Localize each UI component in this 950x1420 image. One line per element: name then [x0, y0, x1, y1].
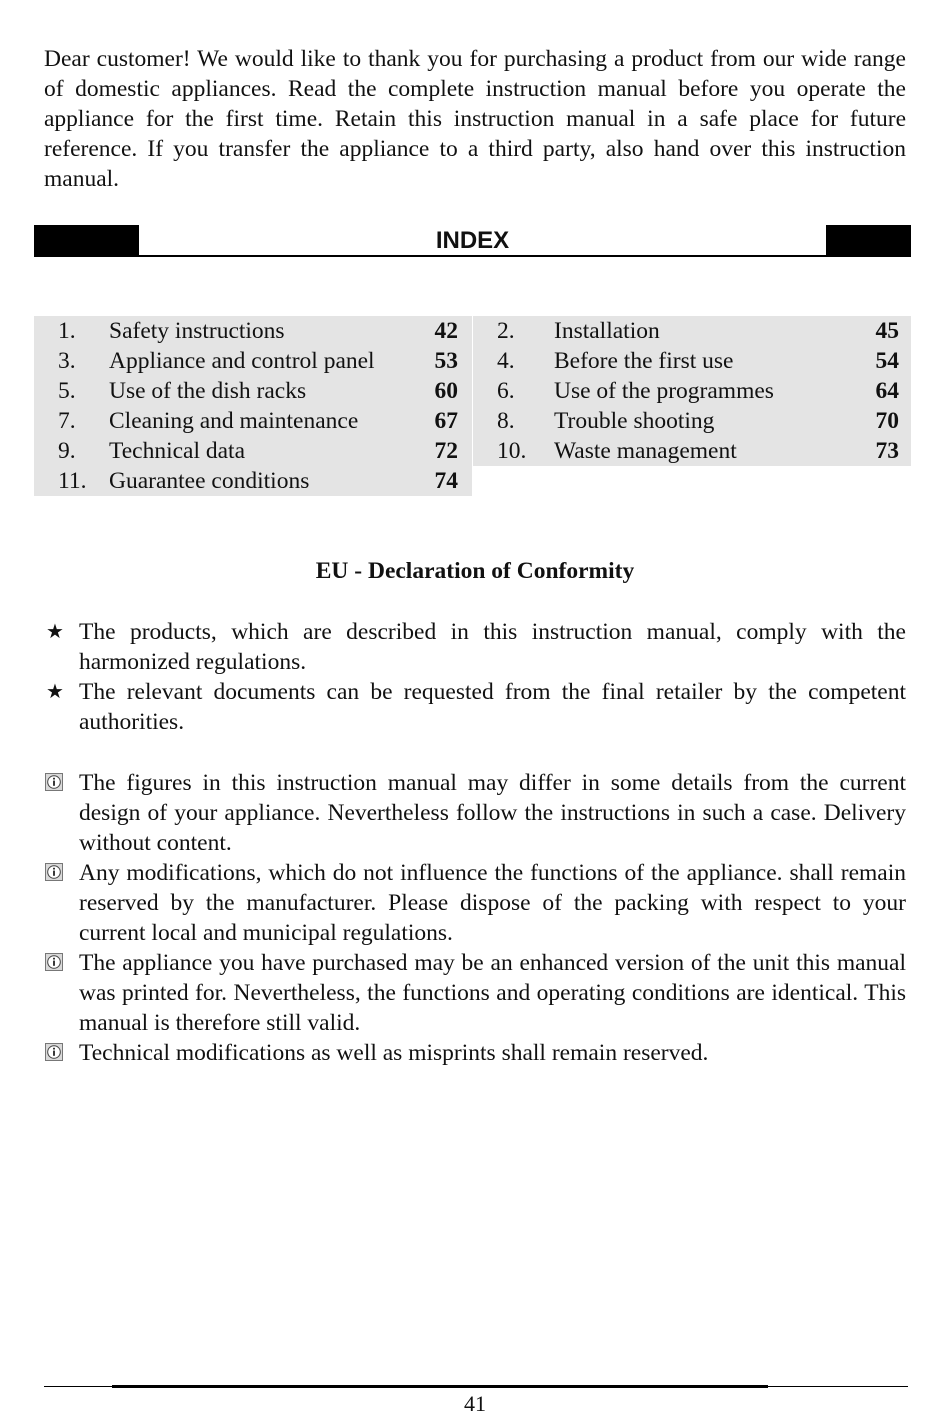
star-item-text: The products, which are described in this instruction manual, comply with the harmonized regulations.	[79, 619, 906, 675]
toc-page: 64	[875, 378, 899, 404]
toc-number: 7.	[58, 408, 76, 434]
list-item	[44, 858, 906, 948]
toc-number: 10.	[497, 438, 527, 464]
toc-label: Trouble shooting	[554, 408, 715, 434]
toc-row	[34, 466, 472, 496]
toc-page: 70	[875, 408, 899, 434]
toc-number: 1.	[58, 318, 76, 344]
toc-label: Before the first use	[554, 348, 734, 374]
toc-number: 11.	[58, 468, 87, 494]
toc-label: Installation	[554, 318, 660, 344]
list-item	[44, 768, 906, 858]
star-icon: ★	[46, 621, 64, 643]
toc-page: 73	[875, 438, 899, 464]
toc-page: 42	[434, 318, 458, 344]
page-number: 41	[464, 1391, 486, 1416]
toc-number: 2.	[497, 318, 515, 344]
list-item	[44, 617, 906, 677]
note-text: Any modifications, which do not influence the functions of the appliance. shall remain reserved by the manufacturer. Please dispose of the packing with respect to your current local and municipal regulations.	[79, 860, 906, 946]
info-icon	[45, 773, 63, 791]
star-icon: ★	[46, 681, 64, 703]
notes-list	[44, 768, 906, 1068]
toc-page: 60	[434, 378, 458, 404]
toc-page: 67	[434, 408, 458, 434]
declaration-title: EU - Declaration of Conformity	[315, 558, 635, 584]
index-header-bar	[34, 225, 911, 257]
info-icon	[45, 953, 63, 971]
info-icon	[45, 863, 63, 881]
note-text: Technical modifications as well as misprints shall remain reserved.	[79, 1040, 709, 1066]
list-item	[44, 948, 906, 1038]
toc-number: 4.	[497, 348, 515, 374]
toc-number: 5.	[58, 378, 76, 404]
toc-label: Cleaning and maintenance	[109, 408, 359, 434]
index-title: INDEX	[435, 227, 510, 254]
list-item	[44, 1038, 906, 1068]
info-icon	[45, 1043, 63, 1061]
toc-row	[473, 346, 911, 376]
toc-label: Safety instructions	[109, 318, 285, 344]
footer-rule	[44, 1386, 908, 1387]
toc-page: 54	[875, 348, 899, 374]
toc-row	[34, 436, 472, 466]
toc-label: Waste management	[554, 438, 737, 464]
toc-number: 3.	[58, 348, 76, 374]
toc-row	[34, 376, 472, 406]
note-text: The appliance you have purchased may be an enhanced version of the unit this manual was printed for. Nevertheless, the functions and operating conditions are identical. This manual is therefore still valid.	[79, 950, 906, 1036]
toc-row	[34, 406, 472, 436]
toc-label: Use of the programmes	[554, 378, 774, 404]
toc-label: Guarantee conditions	[109, 468, 310, 494]
toc-row	[34, 316, 472, 346]
toc-row	[473, 376, 911, 406]
toc-row	[473, 316, 911, 346]
toc-number: 9.	[58, 438, 76, 464]
toc-row	[473, 406, 911, 436]
toc-number: 6.	[497, 378, 515, 404]
toc-left-column	[34, 316, 472, 496]
toc-row	[34, 346, 472, 376]
star-item-text: The relevant documents can be requested from the final retailer by the competent authorities.	[79, 679, 906, 735]
toc-label: Use of the dish racks	[109, 378, 307, 404]
toc-page: 72	[434, 438, 458, 464]
toc-right-column	[473, 316, 911, 466]
toc-row	[473, 436, 911, 466]
toc-label: Technical data	[109, 438, 246, 464]
declaration-list	[44, 617, 906, 737]
note-text: The figures in this instruction manual may differ in some details from the current design of your appliance. Nevertheless follow the instructions in such a case. Delivery without content.	[79, 770, 906, 856]
toc-label: Appliance and control panel	[109, 348, 375, 374]
footer-rule-thick	[112, 1385, 768, 1388]
intro-paragraph: Dear customer! We would like to thank you for purchasing a product from our wide range of domestic appliances. Read the complete instruction manual before you operate the appliance for the first time. Retain this instruction manual in a safe place for future reference. If you transfer the appliance to a third party, also hand over this instruction manual.	[44, 46, 906, 192]
list-item	[44, 677, 906, 737]
toc-number: 8.	[497, 408, 515, 434]
toc-page: 74	[434, 468, 458, 494]
toc-page: 45	[875, 318, 899, 344]
toc-page: 53	[434, 348, 458, 374]
